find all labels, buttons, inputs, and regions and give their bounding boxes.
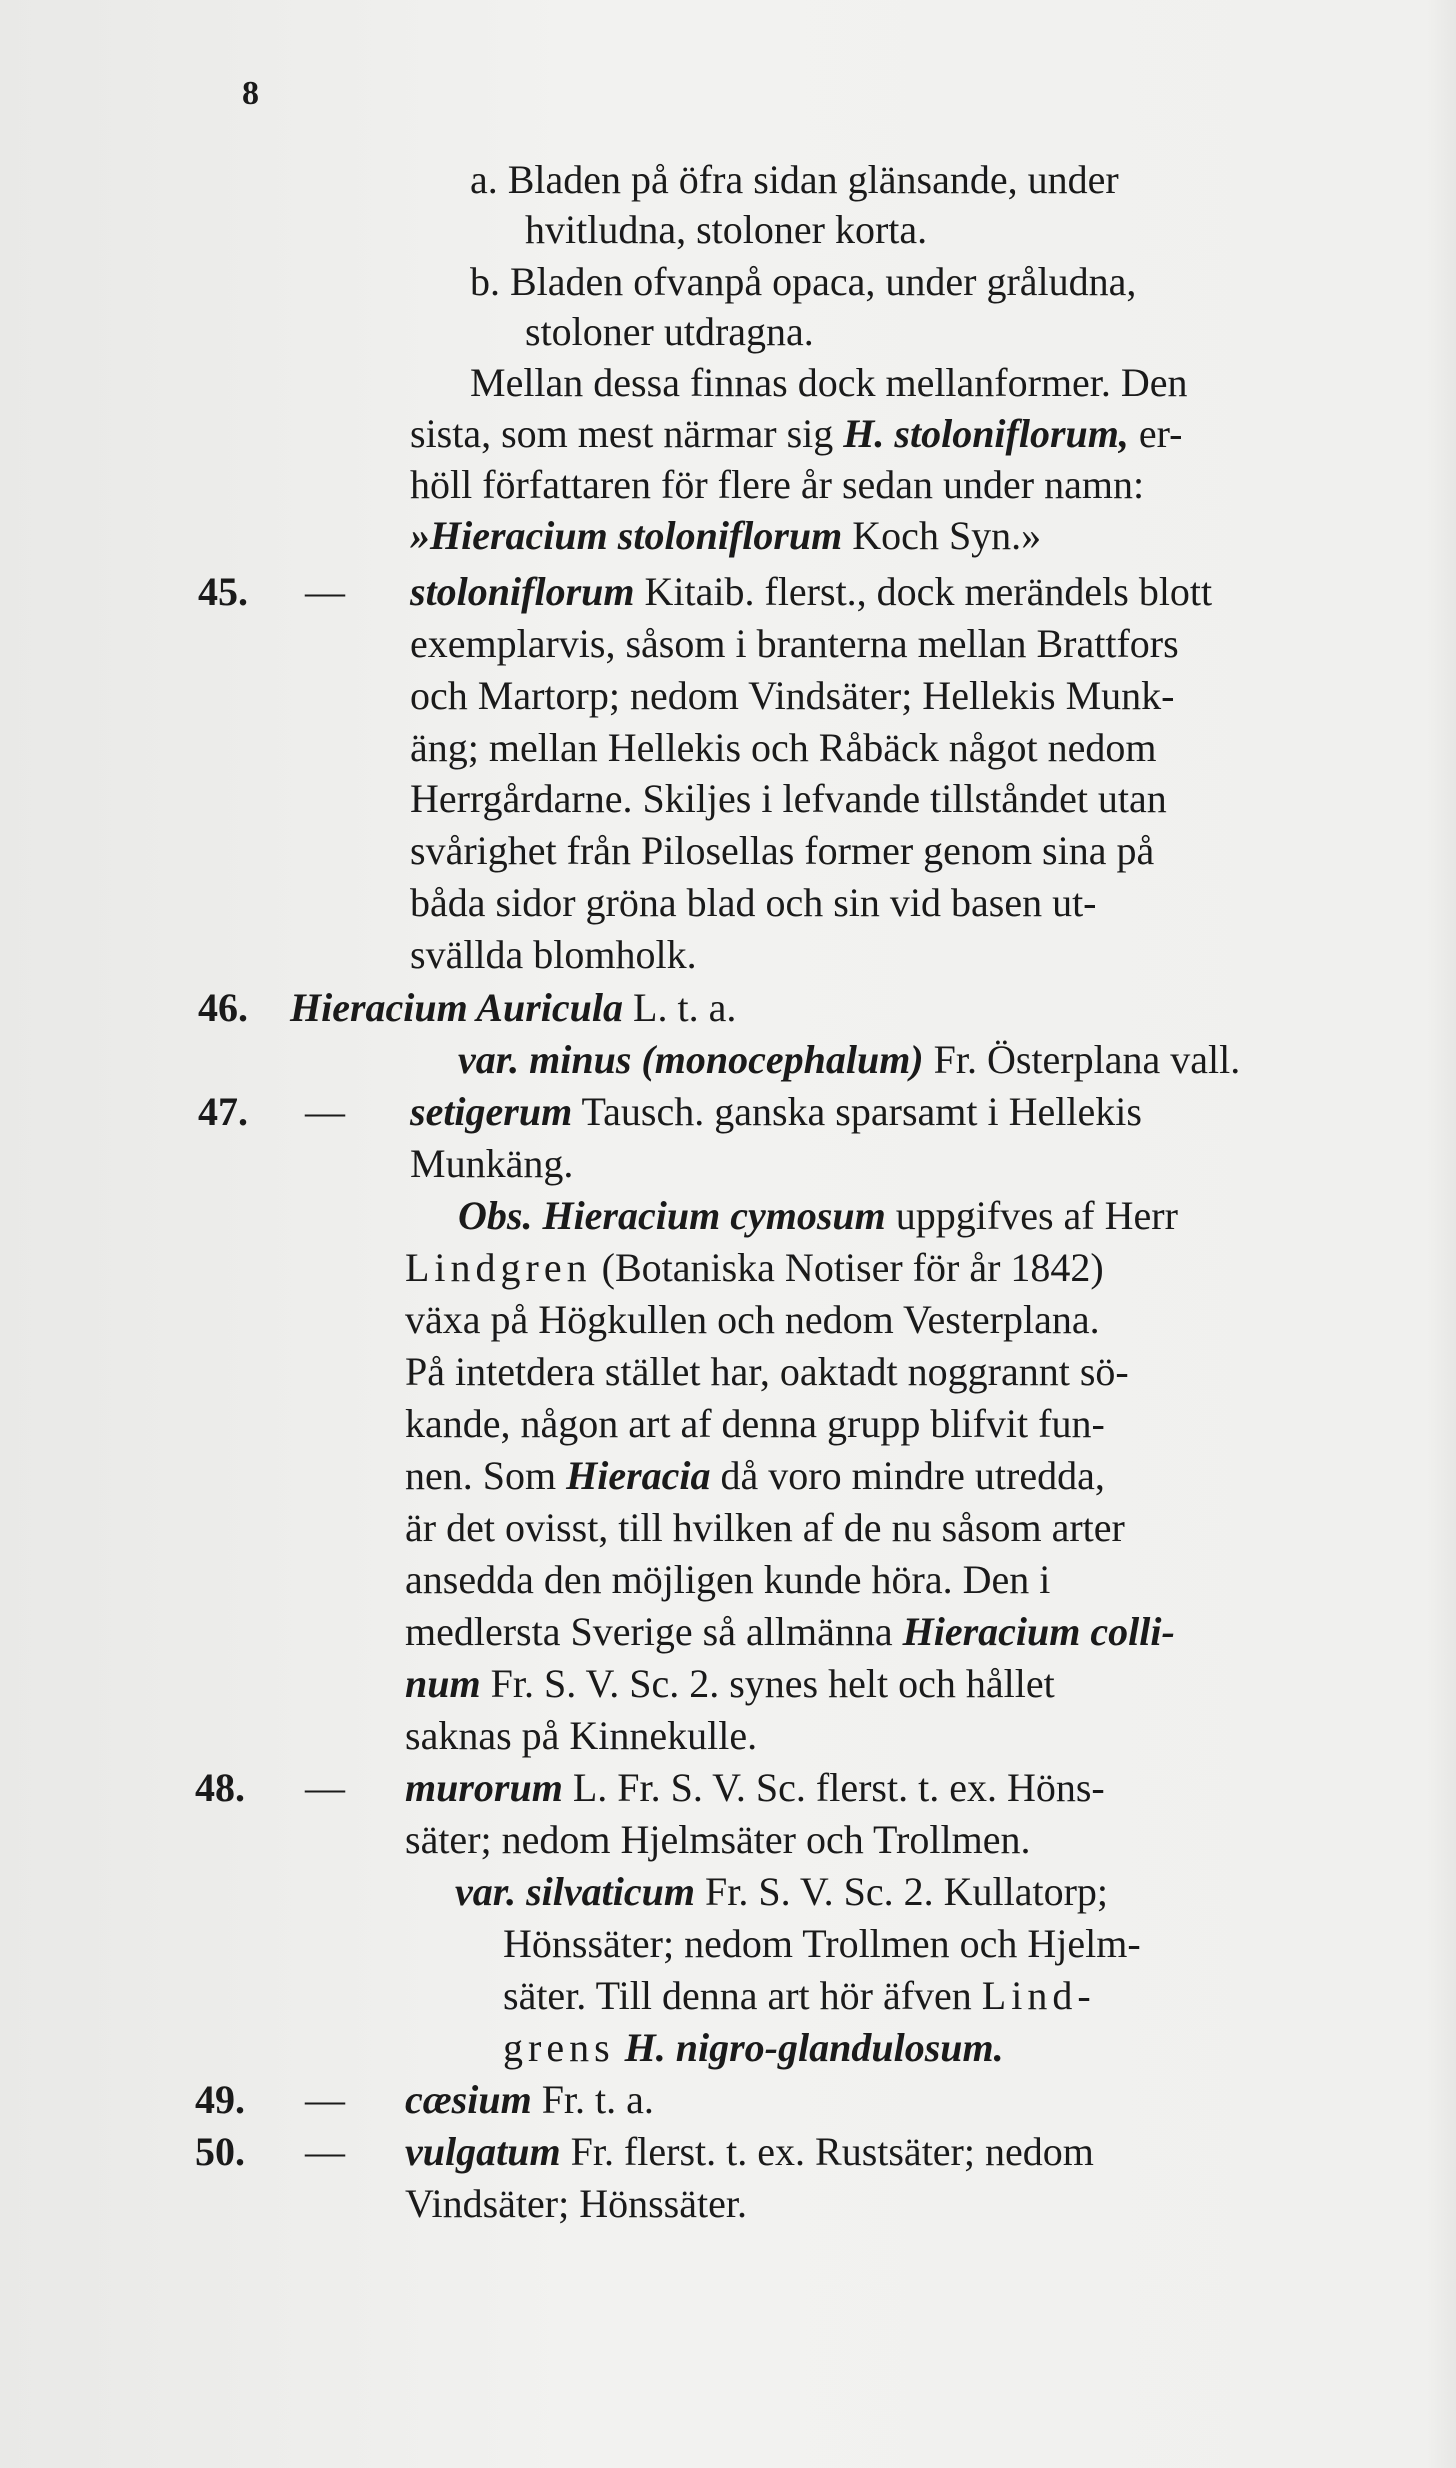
- text-line: [410, 408, 1183, 460]
- text-line: [405, 1606, 1175, 1658]
- text-span: a. Bladen på öfra sidan glänsande, under: [470, 157, 1119, 202]
- text-span: hvitludna, stoloner korta.: [525, 207, 928, 252]
- text-line: [405, 2074, 654, 2126]
- ditto-dash: —: [305, 2077, 345, 2122]
- taxon-name: stoloniflorum: [410, 569, 635, 614]
- ditto-dash: —: [305, 1765, 345, 1810]
- text-span: svårighet från Pilosellas former genom sina på: [410, 828, 1155, 873]
- text-span: äng; mellan Hellekis och Råbäck något nedom: [410, 725, 1157, 770]
- text-span: säter. Till denna art hör äfven: [503, 1973, 972, 2018]
- text-line: [410, 1138, 573, 1190]
- text-span: Munkäng.: [410, 1141, 574, 1186]
- text-line: [405, 1294, 1100, 1346]
- text-line: [405, 1502, 1125, 1554]
- text-line: [410, 825, 1154, 877]
- text-line: [405, 1762, 1105, 1814]
- page-edge-shadow: [1426, 0, 1456, 2468]
- text-span: svällda blomholk.: [410, 932, 697, 977]
- taxon-name: vulgatum: [405, 2129, 561, 2174]
- text-line: [410, 773, 1167, 825]
- text-line: [410, 1086, 1142, 1138]
- taxon-name: var. silvaticum: [455, 1869, 695, 1914]
- text-span: Fr. S. V. Sc. 2. Kullatorp;: [705, 1869, 1109, 1914]
- text-span: Herrgårdarne. Skiljes i lefvande tillståndet utan: [410, 776, 1167, 821]
- text-line: [503, 2022, 1004, 2074]
- taxon-name: num: [405, 1661, 481, 1706]
- text-span: Koch Syn.»: [852, 513, 1042, 558]
- text-line: [525, 306, 814, 358]
- text-line: [525, 204, 927, 256]
- entry-number: 49.: [195, 2077, 245, 2122]
- text-line: [410, 722, 1156, 774]
- text-span: Fr. flerst. t. ex. Rustsäter; nedom: [570, 2129, 1094, 2174]
- text-span: sista, som mest närmar sig: [410, 411, 834, 456]
- text-span: L. t. a.: [633, 985, 737, 1030]
- text-span: (Botaniska Notiser för år 1842): [601, 1245, 1104, 1290]
- text-line: [405, 1814, 1030, 1866]
- text-span: På intetdera stället har, oaktadt noggrannt sö-: [405, 1349, 1129, 1394]
- text-line: [470, 154, 1335, 206]
- text-line: [410, 459, 1144, 511]
- text-span: kande, någon art af denna grupp blifvit fun-: [405, 1401, 1105, 1446]
- text-line: [458, 1190, 1178, 1242]
- text-span: Fr. S. V. Sc. 2. synes helt och hållet: [490, 1661, 1055, 1706]
- ditto-dash: —: [305, 2129, 345, 2174]
- text-span: medlersta Sverige så allmänna: [405, 1609, 893, 1654]
- text-line: [455, 1866, 1108, 1918]
- text-line: [405, 1710, 757, 1762]
- text-line: [470, 357, 1188, 409]
- taxon-name: Hieracium colli-: [902, 1609, 1175, 1654]
- taxon-name: setigerum: [410, 1089, 573, 1134]
- text-line: [410, 877, 1097, 929]
- text-span: båda sidor gröna blad och sin vid basen ut-: [410, 880, 1097, 925]
- entry-number: 48.: [195, 1765, 245, 1810]
- text-span: säter; nedom Hjelmsäter och Trollmen.: [405, 1817, 1031, 1862]
- text-line: [405, 2178, 747, 2230]
- text-span: Vindsäter; Hönssäter.: [405, 2181, 747, 2226]
- text-line: [405, 1658, 1055, 1710]
- text-line: [458, 1034, 1240, 1086]
- text-span: exemplarvis, såsom i branterna mellan Brattfors: [410, 621, 1179, 666]
- taxon-name: »Hieracium stoloniflorum: [410, 513, 843, 558]
- author-name: Lindgren: [405, 1245, 592, 1290]
- text-span: L. Fr. S. V. Sc. flerst. t. ex. Höns-: [572, 1765, 1105, 1810]
- text-span: ansedda den möjligen kunde höra. Den i: [405, 1557, 1051, 1602]
- text-line: [410, 510, 1041, 562]
- text-span: Mellan dessa finnas dock mellanformer. Den: [470, 360, 1188, 405]
- text-span: stoloner utdragna.: [525, 309, 814, 354]
- entry-number: 47.: [198, 1089, 248, 1134]
- text-line: [405, 1242, 1104, 1294]
- entry-number: 45.: [198, 569, 248, 614]
- text-line: [290, 982, 736, 1034]
- taxon-name: Hieracia: [566, 1453, 711, 1498]
- text-span: b. Bladen ofvanpå opaca, under gråludna,: [470, 259, 1137, 304]
- text-line: [405, 1398, 1105, 1450]
- taxon-name: var. minus (monocephalum): [458, 1037, 924, 1082]
- obs-label: Obs.: [458, 1193, 533, 1238]
- text-line: [410, 929, 697, 981]
- taxon-name: cæsium: [405, 2077, 532, 2122]
- text-span: och Martorp; nedom Vindsäter; Hellekis Munk-: [410, 673, 1175, 718]
- text-line: [410, 670, 1175, 722]
- page-number: 8: [242, 75, 259, 112]
- ditto-dash: —: [305, 1089, 345, 1134]
- text-line: [410, 618, 1179, 670]
- text-span: Fr. t. a.: [541, 2077, 654, 2122]
- taxon-name: Hieracium Auricula: [290, 985, 624, 1030]
- ditto-dash: —: [305, 569, 345, 614]
- text-span: nen. Som: [405, 1453, 557, 1498]
- text-span: er-: [1138, 411, 1183, 456]
- text-span: växa på Högkullen och nedom Vesterplana.: [405, 1297, 1100, 1342]
- text-line: [405, 1450, 1105, 1502]
- text-span: uppgifves af Herr: [895, 1193, 1178, 1238]
- taxon-name: murorum: [405, 1765, 563, 1810]
- text-span: Hönssäter; nedom Trollmen och Hjelm-: [503, 1921, 1141, 1966]
- text-line: [405, 2126, 1094, 2178]
- text-span: då voro mindre utredda,: [720, 1453, 1105, 1498]
- text-line: [503, 1918, 1141, 1970]
- taxon-name: H. nigro-glandulosum.: [624, 2025, 1004, 2070]
- text-line: [470, 256, 1136, 308]
- entry-number: 50.: [195, 2129, 245, 2174]
- text-line: [503, 1970, 1096, 2022]
- text-span: höll författaren för flere år sedan under namn:: [410, 462, 1145, 507]
- text-span: Kitaib. flerst., dock merändels blott: [644, 569, 1213, 614]
- author-name: Lind-: [981, 1973, 1096, 2018]
- text-span: saknas på Kinnekulle.: [405, 1713, 758, 1758]
- text-span: Tausch. ganska sparsamt i Hellekis: [581, 1089, 1142, 1134]
- taxon-name: Hieracium cymosum: [542, 1193, 886, 1238]
- text-line: [405, 1554, 1050, 1606]
- text-span: är det ovisst, till hvilken af de nu såsom arter: [405, 1505, 1125, 1550]
- text-span: Fr. Österplana vall.: [933, 1037, 1241, 1082]
- text-line: [410, 566, 1212, 618]
- entry-number: 46.: [198, 985, 248, 1030]
- author-name: grens: [503, 2025, 615, 2070]
- taxon-name: H. stoloniflorum,: [843, 411, 1129, 456]
- text-line: [405, 1346, 1129, 1398]
